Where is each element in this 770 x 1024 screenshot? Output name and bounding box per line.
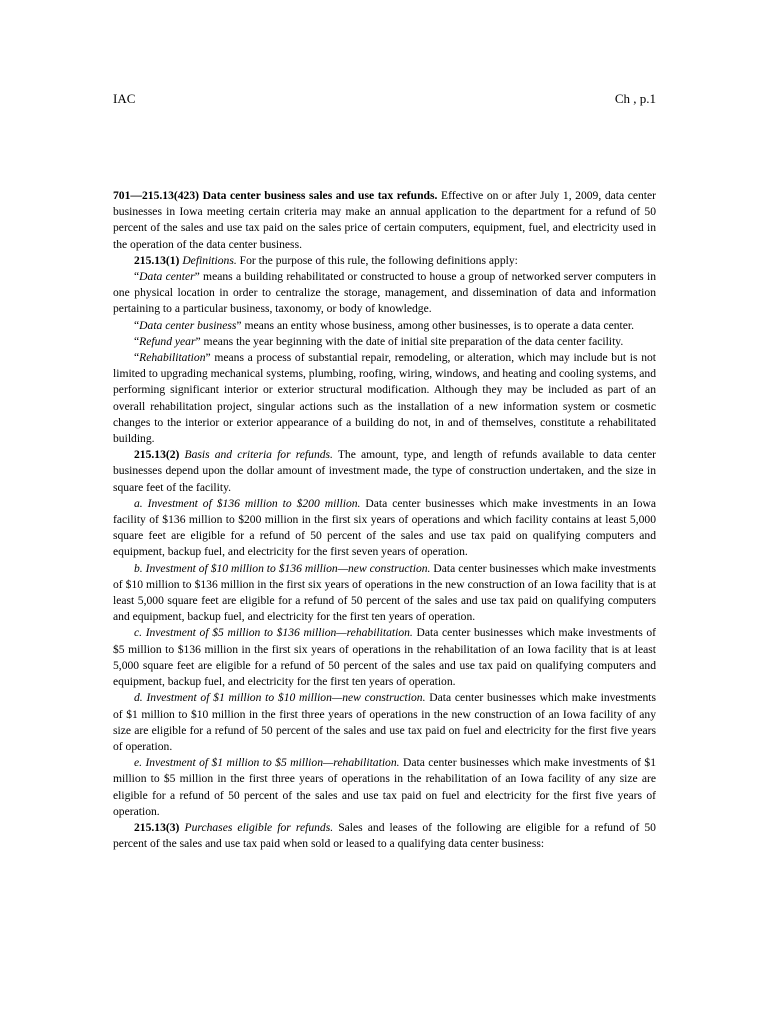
criterion-heading: d. Investment of $1 million to $10 million—new construction. (134, 691, 426, 705)
criterion-text: Data center businesses which make investments in an Iowa facility of $136 million to $200 million in the first six years of operations and which facility contains at least 5,000 square feet are eligible for a refund of 50 percent of the sales and use tax paid on qualifying computers and equipment, backup fuel, and electricity for the first seven years of operation. (113, 496, 656, 559)
subrule-3-number: 215.13(3) (134, 820, 180, 834)
definition-term: Rehabilitation (139, 351, 206, 365)
criterion-text: Data center businesses which make investments of $5 million to $136 million in the first six years of operations in the rehabilitation of an Iowa facility that is at least 5,000 square feet are eligible for a refund of 50 percent of the sales and use tax paid on qualifying computers and equipment, backup fuel, and electricity for the first ten years of operation. (113, 626, 657, 689)
subrule-1-heading: Definitions. (182, 253, 237, 267)
rule-paragraph (113, 188, 656, 253)
subrule-1-number: 215.13(1) (134, 253, 180, 267)
subrule-1-paragraph (113, 253, 656, 269)
definition-term: Refund year (139, 334, 196, 348)
subrule-3-paragraph (113, 820, 656, 852)
definition-text: means a process of substantial repair, remodeling, or alteration, which may include but is not limited to upgrading mechanical systems, plumbing, roofing, wiring, windows, and heating and cooling systems, and performing significant interior or exterior structural modification. Although they may be included as part of an overall rehabilitation project, singular actions such as the installation of a new information system or cosmetic changes to the interior or exterior appearance of a building do not, in and of themselves, constitute a rehabilitated building. (113, 351, 657, 446)
definition-data-center-business: “Data center business” means an entity whose business, among other businesses, is to operate a data center. (134, 318, 635, 332)
criterion-a (113, 496, 656, 561)
criterion-d (113, 690, 656, 755)
definition-refund-year: “Refund year” means the year beginning with the date of initial site preparation of the data center facility. (134, 334, 624, 348)
criterion-heading: c. Investment of $5 million to $136 million—rehabilitation. (134, 626, 413, 640)
rule-title: Data center business sales and use tax refunds. (202, 189, 438, 202)
subrule-3-text: Sales and leases of the following are eligible for a refund of 50 percent of the sales and use tax paid when sold or leased to a qualifying data center business: (113, 820, 656, 851)
criterion-text: Data center businesses which make investments of $1 million to $10 million in the first three years of operations in the new construction of an Iowa facility of any size are eligible for a refund of 50 percent of the sales and use tax paid on fuel and electricity for the first five years of operation. (113, 691, 657, 753)
rule-number: 701—215.13(423) (113, 189, 199, 202)
criterion-text: Data center businesses which make investments of $1 million to $5 million in the first three years of operations in the rehabilitation of an Iowa facility of any size are eligible for a refund of 50 percent of the sales and use tax paid on fuel and electricity for the first five years of operation. (113, 756, 656, 818)
criterion-c (113, 625, 656, 690)
subrule-2-text: The amount, type, and length of refunds available to data center businesses depend upon the dollar amount of investment made, the type of construction undertaken, and the size in square feet of the facility. (113, 448, 656, 494)
subrule-3-heading: Purchases eligible for refunds. (184, 820, 334, 834)
running-header-right: Ch , p.1 (614, 91, 656, 106)
subrule-2-paragraph (113, 447, 656, 496)
criterion-text: Data center businesses which make investments of $10 million to $136 million in the first six years of operations in the new construction of an Iowa facility that is at least 5,000 square feet are eligible for a refund of 50 percent of the sales and use tax paid on qualifying computers and equipment, backup fuel, and electricity for the first ten years of operation. (113, 561, 657, 624)
subrule-2-heading: Basis and criteria for refunds. (184, 448, 333, 462)
document-body (113, 188, 656, 852)
definition-text: means the year beginning with the date of initial site preparation of the data center facility. (203, 334, 624, 348)
running-header-left: IAC (113, 91, 136, 106)
criterion-heading: b. Investment of $10 million to $136 million—new construction. (134, 561, 431, 575)
criterion-b (113, 561, 656, 626)
rule-text: Effective on or after July 1, 2009, data center businesses in Iowa meeting certain criteria may make an annual application to the department for a refund of 50 percent of the sales and use tax paid on the sales price of certain computers, equipment, fuel, and electricity used in the operation of the data center business. (113, 189, 657, 251)
criterion-heading: e. Investment of $1 million to $5 million—rehabilitation. (134, 756, 400, 770)
definition-term: Data center business (139, 318, 237, 332)
subrule-2-number: 215.13(2) (134, 448, 180, 462)
definition-text: means an entity whose business, among other businesses, is to operate a data center. (244, 318, 635, 332)
definition-text: means a building rehabilitated or constructed to house a group of networked server computers in one physical location in order to centralize the storage, management, and dissemination of data and information pertaining to a particular business, taxonomy, or body of knowledge. (113, 270, 657, 316)
definition-term: Data center (139, 270, 195, 284)
criterion-heading: a. Investment of $136 million to $200 million. (134, 496, 361, 510)
subrule-1-text: For the purpose of this rule, the following definitions apply: (239, 253, 518, 267)
definition-data-center: “Data center” means a building rehabilitated or constructed to house a group of networked server computers in one physical location in order to centralize the storage, management, and dissemination of data and information pertaining to a particular business, taxonomy, or body of knowledge. (113, 270, 657, 316)
criterion-e (113, 755, 656, 820)
definition-rehabilitation: “Rehabilitation” means a process of substantial repair, remodeling, or alteration, which may include but is not limited to upgrading mechanical systems, plumbing, roofing, wiring, windows, and heating and cooling systems, and performing significant interior or exterior structural modification. Although they may be included as part of an overall rehabilitation project, singular actions such as the installation of a new information system or cosmetic changes to the interior or exterior appearance of a building do not, in and of themselves, constitute a rehabilitated building. (113, 351, 657, 446)
